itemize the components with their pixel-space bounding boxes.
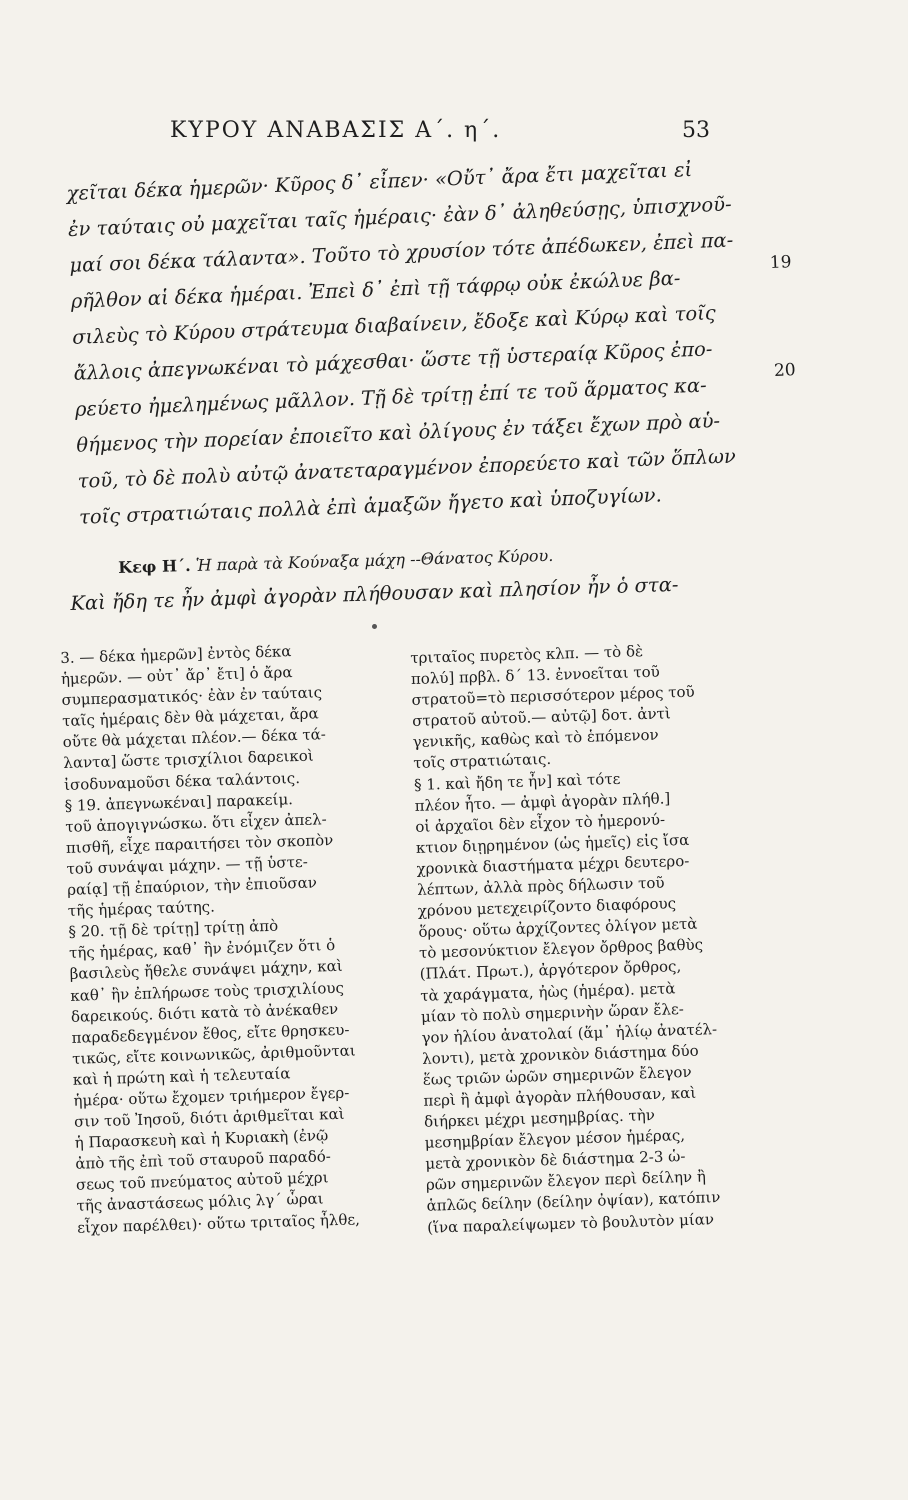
commentary-line: ρῶν σημερινῶν ἔλεγον περὶ δείλην ἢ <box>425 1167 707 1195</box>
main-text-line-text: ἄλλοις ἀπεγνωκέναι τὸ μάχεσθαι· ὥστε τῇ ὑστεραίᾳ Κῦρος ἐπο- <box>73 337 713 385</box>
section-number: 20 <box>773 360 797 381</box>
commentary-line: ταῖς ἡμέραις δὲν θὰ μάχεται, ἄρα <box>61 704 319 731</box>
commentary-line: τοῦ συνάψαι μάχην. — τῇ ὑστε- <box>66 852 309 878</box>
commentary-line: στρατοῦ=τὸ περισσότερον μέρος τοῦ <box>411 682 695 710</box>
commentary-line: γον ἡλίου ἀνατολαί (ἅμ᾽ ἡλίῳ ἀνατέλ- <box>421 1019 718 1047</box>
main-text-line-text: χεῖται δέκα ἡμερῶν· Κῦρος δ᾽ εἶπεν· «Οὔτ᾽ ἄρα ἔτι μαχεῖται εἰ <box>66 157 693 205</box>
chapter-title: Ἡ παρὰ τὰ Κούναξα μάχη --Θάνατος Κύρου. <box>195 545 554 575</box>
commentary-line: (Πλάτ. Πρωτ.), ἀργότερον ὄρθρος, <box>419 957 682 984</box>
commentary-line: § 19. ἀπεγνωκέναι] παρακείμ. <box>64 789 294 815</box>
main-text <box>66 150 797 536</box>
commentary-line: τὰ χαράγματα, ἠὼς (ἡμέρα). μετὰ <box>420 978 676 1005</box>
separator-dot <box>372 624 377 629</box>
commentary-line: ἁπλῶς δείλην (δείλην ὀψίαν), κατόπιν <box>426 1188 721 1216</box>
commentary-line: βασιλεὺς ἤθελε συνάψει μάχην, καὶ <box>69 957 343 984</box>
commentary-line: ἕως τριῶν ὡρῶν σημερινῶν ἔλεγον <box>422 1062 692 1089</box>
main-text-line-text: ἐν ταύταις οὐ μαχεῖται ταῖς ἡμέραις· ἐὰν δ᾽ ἀληθεύσῃς, ὑπισχνοῦ- <box>67 192 732 241</box>
commentary-line: τικῶς, εἴτε κοινωνικῶς, ἀριθμοῦνται <box>71 1041 356 1068</box>
commentary-line: δαρεικούς. διότι κατὰ τὸ ἀνέκαθεν <box>70 999 339 1026</box>
commentary-line: διήρκει μέχρι μεσημβρίας. τὴν <box>423 1106 656 1131</box>
main-text-line-text: τοῦ, τὸ δὲ πολὺ αὐτῷ ἀνατεταραγμένον ἐπορεύετο καὶ τῶν ὅπλων <box>77 444 737 493</box>
running-head: ΚΥΡΟΥ ΑΝΑΒΑΣΙΣ Α΄. η΄. <box>170 118 502 143</box>
commentary-line: λαντα] ὥστε τρισχίλιοι δαρεικοὶ <box>63 746 314 773</box>
commentary-line: μίαν τὸ πολὺ σημερινὴν ὥραν ἔλε- <box>420 999 685 1026</box>
main-text-line-text: τοῖς στρατιώταις πολλὰ ἐπὶ ἁμαξῶν ἤγετο καὶ ὑποζυγίων. <box>78 483 663 529</box>
commentary-right-column <box>410 637 807 1239</box>
commentary-line: (ἵνα παραλείψωμεν τὸ βουλυτὸν μίαν <box>426 1209 715 1237</box>
commentary-line: πλέον ἦτο. — ἀμφὶ ἀγορὰν πλήθ.] <box>414 789 671 815</box>
commentary-line: πολύ] πρβλ. δ΄ 13. ἐννοεῖται τοῦ <box>410 662 661 689</box>
commentary-left-column <box>60 637 457 1239</box>
commentary-line: τῆς ἡμέρας ταύτης. <box>67 897 216 921</box>
commentary-line: § 1. καὶ ἤδη τε ἦν] καὶ τότε <box>413 769 621 794</box>
commentary-line: στρατοῦ αὐτοῦ.— αὐτῷ] δοτ. ἀντὶ <box>411 704 671 731</box>
main-text-line-text: ρῆλθον αἱ δέκα ἡμέραι. Ἐπεὶ δ᾽ ἐπὶ τῇ τάφρῳ οὐκ ἐκώλυε βα- <box>70 266 681 313</box>
commentary-line: λοντι), μετὰ χρονικὸν διάστημα δύο <box>421 1041 699 1068</box>
commentary-line: οἱ ἀρχαῖοι δὲν εἶχον τὸ ἡμερονύ- <box>415 810 666 836</box>
commentary-line: 3. — δέκα ἡμερῶν] ἐντὸς δέκα <box>60 642 292 667</box>
commentary-line: τῆς ἀναστάσεως μόλις λγ΄ ὧραι <box>76 1189 324 1216</box>
chapter-heading <box>118 546 554 577</box>
commentary-line: τὸ μεσονύκτιον ἔλεγον ὄρθρος βαθὺς <box>418 935 704 963</box>
commentary-line: ἰσοδυναμοῦσι δέκα ταλάντοις. <box>63 768 301 794</box>
commentary-line: ὅρους· οὕτω ἀρχίζοντες ὀλίγον μετὰ <box>418 914 698 942</box>
commentary-line: ραίᾳ] τῇ ἐπαύριον, τὴν ἐπιοῦσαν <box>66 873 318 899</box>
commentary-line: χρονικὰ διαστήματα μέχρι δευτερο- <box>416 851 690 878</box>
chapter-label: Κεφ Η΄. <box>118 555 191 577</box>
commentary-line: καὶ ἡ πρώτη καὶ ἡ τελευταία <box>72 1064 291 1089</box>
main-text-line-text: θήμενος τὴν πορείαν ἐποιεῖτο καὶ ὀλίγους ἐν τάξει ἔχων πρὸ αὑ- <box>75 409 721 457</box>
commentary-line: § 20. τῇ δὲ τρίτῃ] τρίτῃ ἀπὸ <box>68 916 279 942</box>
commentary-line: σεως τοῦ πνεύματος αὐτοῦ μέχρι <box>75 1168 329 1195</box>
commentary-line: ἡ Παρασκευὴ καὶ ἡ Κυριακὴ (ἐνῷ <box>74 1126 329 1152</box>
commentary-line: τριταῖος πυρετὸς κλπ. — τὸ δὲ <box>410 642 644 667</box>
commentary-line: οὔτε θὰ μάχεται πλέον.— δέκα τά- <box>62 725 327 752</box>
main-text-line-text: ρεύετο ἠμελημένως μᾶλλον. Τῇ δὲ τρίτῃ ἐπί τε τοῦ ἅρματος κα- <box>74 373 708 421</box>
commentary-line: ἀπὸ τῆς ἐπὶ τοῦ σταυροῦ παραδό- <box>75 1147 332 1174</box>
commentary-line: ἡμερῶν. — οὐτ᾽ ἄρ᾽ ἔτι] ὁ ἄρα <box>60 663 293 689</box>
commentary-line: γενικῆς, καθὼς καὶ τὸ ἑπόμενον <box>412 726 659 752</box>
commentary-line: μεσημβρίαν ἔλεγον μέσον ἡμέρας, <box>424 1126 686 1152</box>
commentary-line: εἶχον παρέλθει)· οὕτω τριταῖος ἦλθε, <box>76 1209 361 1237</box>
chapter-first-line: Καὶ ἤδη τε ἦν ἀμφὶ ἀγορὰν πλήθουσαν καὶ πλησίον ἦν ὁ στα- <box>70 572 679 615</box>
commentary-line: ἡμέρα· οὕτω ἔχομεν τριήμερον ἔγερ- <box>73 1083 350 1110</box>
commentary-line: χρόνου μετεχειρίζοντο διαφόρους <box>417 894 677 921</box>
commentary-line: τοῦ ἀπογιγνώσκω. ὅτι εἶχεν ἀπελ- <box>65 809 327 836</box>
main-text-line-text: σιλεὺς τὸ Κύρου στράτευμα διαβαίνειν, ἔδοξε καὶ Κύρῳ καὶ τοῖς <box>71 301 717 349</box>
commentary-line: πισθῆ, εἶχε παραιτήσει τὸν σκοπὸν <box>65 830 334 857</box>
section-number: 19 <box>769 252 792 274</box>
commentary-line: λέπτων, ἀλλὰ πρὸς δήλωσιν τοῦ <box>416 873 665 899</box>
commentary-line: τοῖς στρατιώταις. <box>413 750 552 773</box>
commentary-line: παραδεδεγμένον ἔθος, εἴτε θρησκευ- <box>71 1020 350 1047</box>
commentary-line: τῆς ἡμέρας, καθ᾽ ἣν ἐνόμιζεν ὅτι ὁ <box>68 936 336 963</box>
commentary-line: περὶ ἢ ἀμφὶ ἀγορὰν πλήθουσαν, καὶ <box>423 1083 697 1110</box>
commentary-line: συμπερασματικός· ἐὰν ἐν ταύταις <box>61 683 323 710</box>
commentary-line: σιν τοῦ Ἰησοῦ, διότι ἀριθμεῖται καὶ <box>73 1104 345 1131</box>
page-number: 53 <box>682 118 710 143</box>
main-text-line-text: μαί σοι δέκα τάλαντα». Τοῦτο τὸ χρυσίον τότε ἀπέδωκεν, ἐπεὶ πα- <box>68 228 734 277</box>
commentary-line: κτιον διῃρημένον (ὡς ἡμεῖς) εἰς ἴσα <box>415 830 690 857</box>
commentary-line: καθ᾽ ἣν ἐπλήρωσε τοὺς τρισχιλίους <box>70 978 345 1005</box>
commentary-line: μετὰ χρονικὸν δὲ διάστημα 2-3 ὡ- <box>425 1147 686 1174</box>
